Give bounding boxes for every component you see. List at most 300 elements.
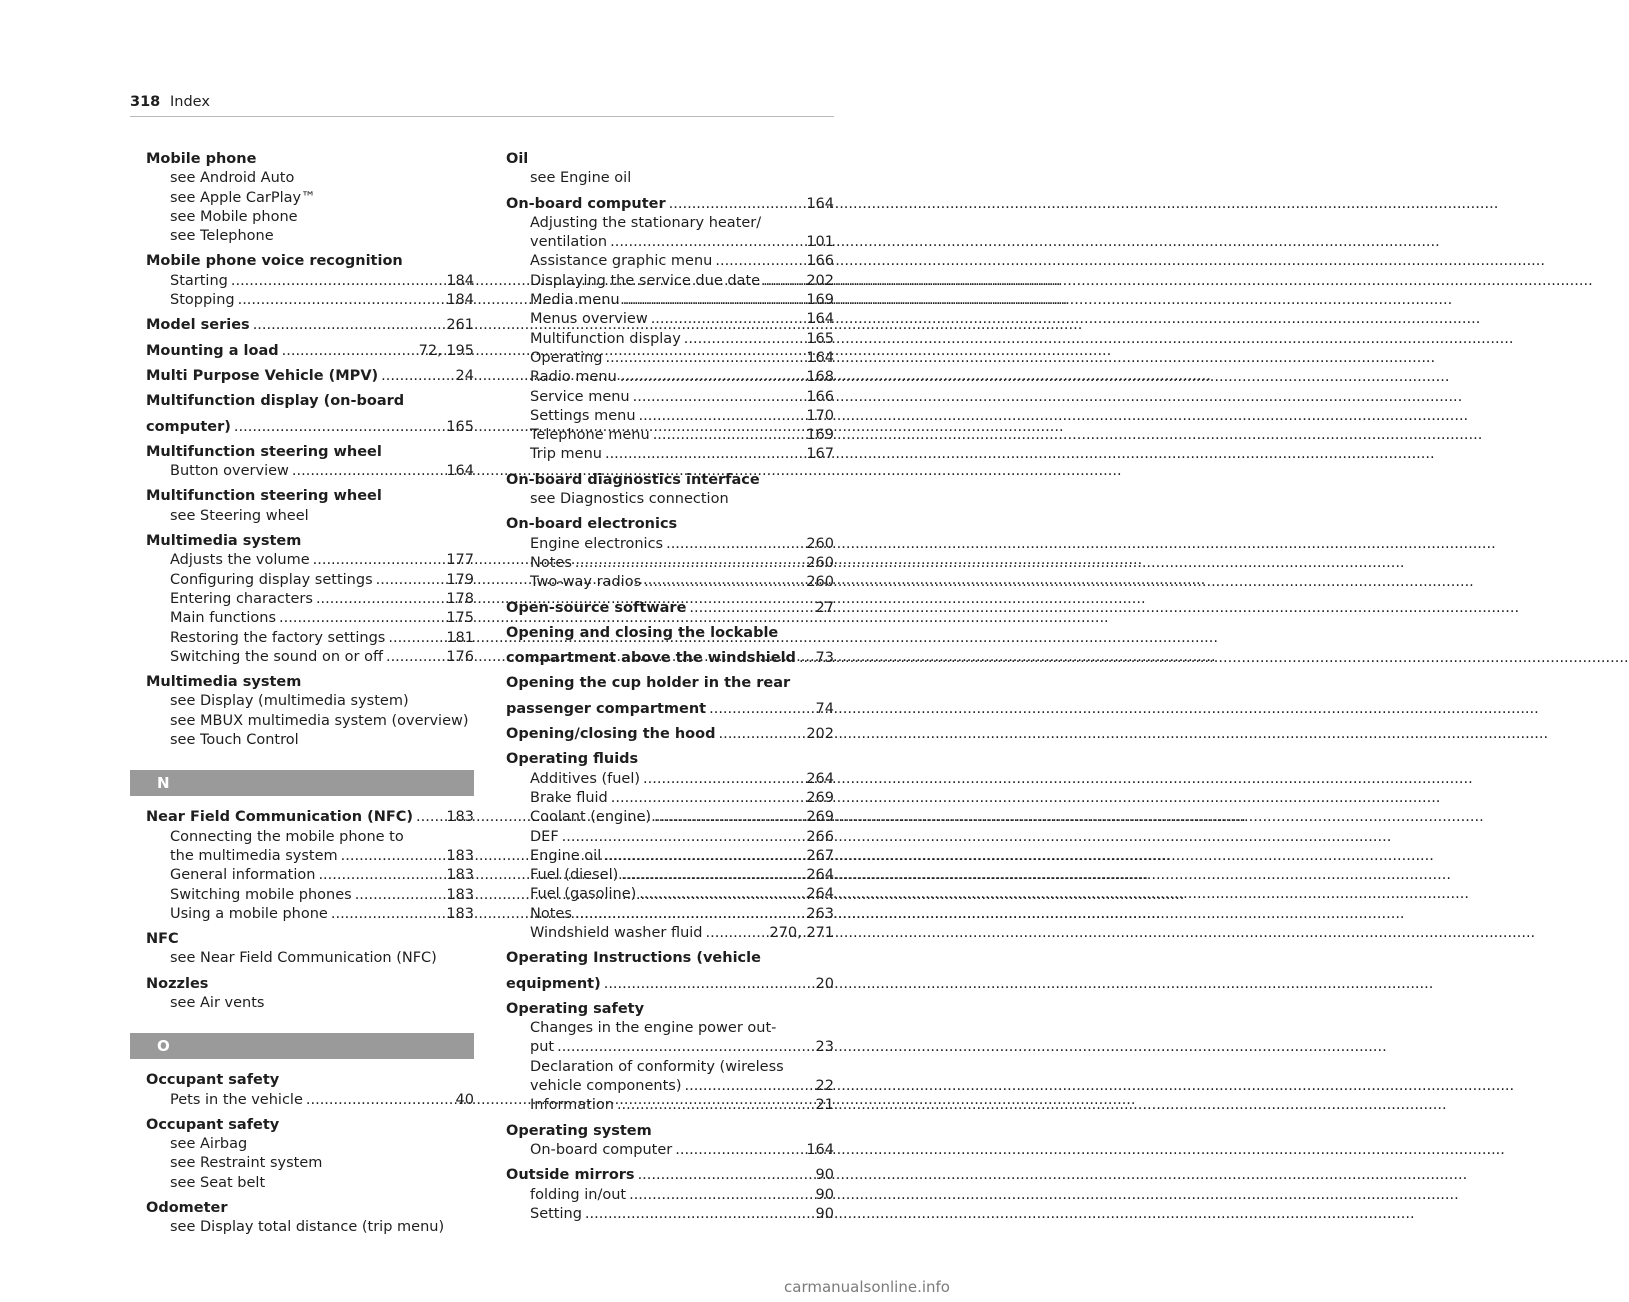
dot-leader [666,535,803,554]
page-reference[interactable]: 176 [446,648,474,665]
index-subentry-text: Information [530,1097,614,1114]
index-heading-text: Multifunction display (on-board [146,393,405,410]
page-reference[interactable]: 74 [815,700,834,717]
index-heading-text: Operating Instructions (vehicle [506,950,761,967]
index-heading [490,599,834,618]
index-subentry-text: Menus overview [530,311,648,328]
index-heading-text: compartment above the windshield [506,650,796,667]
dot-leader [292,462,443,481]
index-subentry-text: General information [170,867,316,884]
index-subentry [490,426,834,445]
index-heading-text: Oil [506,151,529,167]
page-reference[interactable]: 90 [815,1205,834,1222]
dot-leader [623,291,804,310]
dot-leader [341,847,444,866]
index-heading-text: Opening and closing the lockable [506,624,779,641]
page-reference[interactable]: 178 [446,590,474,607]
letter-heading-o: O [130,1033,474,1059]
index-subentry-text: see Air vents [170,994,265,1011]
dot-leader [331,905,443,924]
index-heading [490,750,834,769]
page-reference[interactable]: 168 [806,369,834,386]
index-entry [490,150,834,189]
page-reference[interactable]: 90 [815,1167,834,1184]
index-subentry-text: Connecting the mobile phone to [170,828,404,845]
index-subentry-text: see Display total distance (trip menu) [170,1219,445,1236]
page-header [130,94,834,117]
index-subentry-text: Notes [530,554,572,571]
index-subentry-text: see Display (multimedia system) [170,693,409,710]
index-heading [130,1116,474,1135]
page-reference[interactable]: 202 [806,272,834,289]
index-subentry [490,490,834,509]
dot-leader [684,330,804,349]
index-subentry [490,1186,834,1205]
index-subentry-text: see Telephone [170,228,274,245]
index-subentry-text: Stopping [170,292,235,309]
index-heading [130,673,474,692]
index-subentry-text: Displaying the service due date [530,272,761,289]
index-subentry [130,571,474,590]
index-subentry-text: Fuel (diesel) [530,867,619,884]
page-reference[interactable]: 169 [806,427,834,444]
index-subentry [490,330,834,349]
dot-leader [604,847,803,866]
dot-leader [388,629,443,648]
index-subentry-text: put [530,1039,555,1056]
index-subentry [490,388,834,407]
index-entry [490,1166,834,1224]
index-heading [130,930,474,949]
index-heading-text: passenger compartment [506,700,707,717]
index-subentry-text: Additives (fuel) [530,770,641,787]
page-reference[interactable]: 264 [806,770,834,787]
index-subentry [130,994,474,1013]
index-subentry [490,924,834,943]
index-group-o [130,1071,474,1237]
index-heading [490,975,834,994]
index-heading [490,515,834,534]
index-subentry [490,1096,834,1115]
page-reference[interactable]: 260 [806,574,834,591]
index-subentry [490,310,834,329]
dot-leader [306,1091,453,1110]
index-heading-text: Near Field Communication (NFC) [146,809,414,826]
page-reference[interactable]: 183 [446,867,474,884]
index-subentry [130,692,474,711]
page-reference[interactable]: 179 [446,571,474,588]
index-heading [130,487,474,506]
index-subentry-text: see Touch Control [170,732,299,749]
index-subentry-text: Settings menu [530,407,636,424]
page-reference[interactable]: 184 [446,272,474,289]
index-heading-text: Opening the cup holder in the rear [506,675,791,692]
dot-leader [718,725,803,744]
index-subentry [130,712,474,731]
index-subentry-text: Using a mobile phone [170,905,328,922]
letter-heading-n: N [130,770,474,796]
page-reference[interactable]: 170 [806,407,834,424]
index-subentry-text: Engine electronics [530,535,664,552]
index-subentry-text: Telephone menu [530,427,650,444]
page-reference[interactable]: 267 [806,847,834,864]
index-entry [130,487,474,526]
page-reference[interactable]: 270, 271 [769,924,834,941]
page-reference[interactable]: 40 [455,1091,474,1108]
index-heading [130,1199,474,1218]
index-heading-text: Occupant safety [146,1072,280,1089]
page-reference[interactable]: 164 [446,463,474,480]
index-entry [490,471,834,510]
dot-leader [575,554,803,573]
page-reference[interactable]: 164 [806,311,834,328]
page-reference[interactable]: 183 [446,905,474,922]
index-subentry-text: Multifunction display [530,330,681,347]
page-reference[interactable]: 72, 195 [418,342,474,359]
index-entry [130,930,474,969]
dot-leader [763,272,803,291]
index-subentry-text: Trip menu [530,446,602,463]
index-heading-text: equipment) [506,975,601,992]
dot-leader [638,1166,813,1185]
index-heading [130,418,474,437]
index-heading-text: Model series [146,317,250,334]
index-subentry [490,789,834,808]
section-title: Index [170,94,210,110]
index-subentry [490,445,834,464]
index-heading-text: On-board diagnostics interface [506,471,760,488]
index-entry [490,1000,834,1116]
index-subentry-text: Adjusting the stationary heater/ [530,214,762,231]
index-subentry [490,214,834,233]
page-reference[interactable]: 21 [815,1097,834,1114]
index-subentry [130,609,474,628]
index-heading-text: Nozzles [146,975,209,992]
index-heading-text: Mobile phone [146,151,257,167]
index-heading [490,700,834,719]
index-subentry [490,905,834,924]
index-heading [130,252,474,271]
index-subentry-text: Assistance graphic menu [530,253,713,270]
dot-leader [651,310,804,329]
index-subentry [130,886,474,905]
dot-leader [318,866,443,885]
index-subentry [130,590,474,609]
index-entry [490,599,834,618]
index-subentry [130,1174,474,1193]
index-heading-text: Outside mirrors [506,1167,635,1184]
index-heading-text: Occupant safety [146,1116,280,1133]
index-heading [130,392,474,411]
page-reference[interactable]: 166 [806,253,834,270]
index-heading [130,808,474,827]
page-reference[interactable]: 175 [446,610,474,627]
index-heading-text: Mounting a load [146,342,279,359]
index-subentry-text: see Engine oil [530,170,632,187]
page-reference[interactable]: 184 [446,292,474,309]
index-entry [130,367,474,386]
page-reference[interactable]: 24 [455,367,474,384]
index-subentry-text: Brake fluid [530,789,608,806]
dot-leader [376,571,444,590]
index-subentry-text: Fuel (gasoline) [530,886,637,903]
index-heading-text: Operating fluids [506,751,639,768]
index-heading [130,532,474,551]
dot-leader [654,808,803,827]
dot-leader [799,649,813,668]
index-subentry-text: see Restraint system [170,1155,323,1172]
watermark: carmanualsonline.info [784,1278,950,1296]
index-subentry [490,808,834,827]
index-heading-text: computer) [146,418,231,435]
page-reference[interactable]: 183 [446,809,474,826]
page-reference[interactable]: 183 [446,886,474,903]
dot-leader [644,573,803,592]
dot-leader [381,367,452,386]
index-subentry [490,1077,834,1096]
page-reference[interactable]: 181 [446,629,474,646]
index-subentry-text: folding in/out [530,1186,627,1203]
page-reference[interactable]: 164 [806,349,834,366]
index-subentry-text: see Mobile phone [170,208,298,225]
index-subentry [130,462,474,481]
page-number: 318 [130,94,161,110]
index-subentry-text: Switching the sound on or off [170,648,383,665]
page-reference[interactable]: 264 [806,867,834,884]
dot-leader [585,1205,813,1224]
index-subentry [490,1058,834,1077]
index-heading [490,195,834,214]
index-subentry-text: see MBUX multimedia system (overview) [170,712,469,729]
index-subentry [130,629,474,648]
index-subentry-text: see Android Auto [170,170,295,187]
index-entry [490,700,834,719]
dot-leader [617,1096,813,1115]
index-subentry-text: see Apple CarPlay™ [170,189,316,206]
index-subentry [490,770,834,789]
index-entry [490,975,834,994]
index-entry [130,418,474,437]
index-subentry [490,272,834,291]
dot-leader [386,648,443,667]
index-subentry [490,554,834,573]
index-entry [130,808,474,924]
index-entry [130,673,474,750]
index-heading-text: Operating system [506,1122,652,1139]
dot-leader [562,828,804,847]
index-subentry-text: see Seat belt [170,1174,266,1191]
index-subentry-text: Restoring the factory settings [170,629,386,646]
index-heading [130,443,474,462]
page-reference[interactable]: 183 [446,847,474,864]
dot-leader [643,770,803,789]
index-subentry [490,291,834,310]
index-subentry-text: Declaration of conformity (wireless [530,1058,784,1075]
index-subentry-text: Entering characters [170,590,313,607]
index-heading-text: NFC [146,931,179,948]
page-reference[interactable]: 165 [806,330,834,347]
index-subentry [490,885,834,904]
index-subentry [490,407,834,426]
index-subentry-text: Setting [530,1205,582,1222]
index-subentry [130,905,474,924]
index-subentry [130,507,474,526]
dot-leader [234,418,443,437]
page-reference[interactable]: 264 [806,886,834,903]
index-entry [130,150,474,246]
index-heading [490,150,834,169]
index-heading [490,674,834,693]
index-subentry [490,1141,834,1160]
index-heading [130,316,474,335]
index-subentry-text: On-board computer [530,1141,673,1158]
index-heading [490,471,834,490]
index-subentry [130,1218,474,1237]
index-subentry [130,551,474,570]
dot-leader [706,924,767,943]
page-reference[interactable]: 27 [815,599,834,616]
page-reference[interactable]: 202 [806,726,834,743]
index-heading [490,1166,834,1185]
page-reference[interactable]: 263 [806,905,834,922]
dot-leader [604,975,813,994]
index-subentry-text: see Near Field Communication (NFC) [170,950,437,967]
page-reference[interactable]: 23 [815,1039,834,1056]
dot-leader [675,1141,803,1160]
index-entry [130,443,474,482]
index-subentry-text: vehicle components) [530,1078,682,1095]
index-heading [490,1122,834,1141]
page-reference[interactable]: 269 [806,789,834,806]
index-subentry-text: ventilation [530,234,608,251]
index-subentry [130,169,474,188]
index-subentry-text: DEF [530,828,559,845]
page-reference[interactable]: 20 [815,975,834,992]
dot-leader [629,1186,812,1205]
index-entry [490,515,834,592]
dot-leader [416,808,443,827]
page-reference[interactable]: 101 [806,234,834,251]
page-reference[interactable]: 260 [806,535,834,552]
index-group-m [130,150,474,750]
dot-leader [611,789,804,808]
index-group-o-continued [490,150,834,1224]
page-reference[interactable]: 22 [815,1078,834,1095]
index-heading [130,150,474,169]
index-entry [130,342,474,361]
index-heading-text: Multimedia system [146,674,302,691]
dot-leader [575,905,803,924]
index-heading [490,624,834,643]
dot-leader [313,551,444,570]
index-heading-text: Mobile phone voice recognition [146,253,403,270]
index-heading [490,725,834,744]
page-reference[interactable]: 164 [806,1141,834,1158]
index-entry [490,750,834,943]
index-subentry-text: Pets in the vehicle [170,1091,303,1108]
dot-leader [279,609,443,628]
index-subentry [130,189,474,208]
index-subentry-text: Adjusts the volume [170,552,310,569]
dot-leader [231,272,443,291]
dot-leader [557,1038,812,1057]
index-subentry [490,828,834,847]
dot-leader [621,866,803,885]
page-reference[interactable]: 164 [806,195,834,212]
index-subentry [490,847,834,866]
dot-leader [238,291,444,310]
index-heading [490,649,834,668]
index-subentry [130,731,474,750]
page-reference[interactable]: 261 [446,317,474,334]
index-subentry-text: Starting [170,272,228,289]
index-subentry [130,949,474,968]
dot-leader [355,886,444,905]
index-subentry [130,866,474,885]
page-reference[interactable]: 177 [446,552,474,569]
page-reference[interactable]: 73 [815,650,834,667]
index-heading-text: On-board electronics [506,516,678,533]
page-reference[interactable]: 169 [806,292,834,309]
index-heading-text: Open-source software [506,599,687,616]
index-subentry [490,349,834,368]
index-subentry [130,828,474,847]
index-heading-text: Opening/closing the hood [506,726,716,743]
index-subentry [490,1205,834,1224]
index-subentry [130,272,474,291]
index-subentry-text: see Steering wheel [170,507,309,524]
dot-leader [653,426,804,445]
index-heading [130,1071,474,1090]
index-subentry [490,1019,834,1038]
index-subentry-text: Media menu [530,292,620,309]
index-subentry-text: Configuring display settings [170,571,373,588]
index-subentry-text: Windshield washer fluid [530,924,703,941]
index-heading-text: Operating safety [506,1000,645,1017]
index-subentry [130,847,474,866]
page-reference[interactable]: 266 [806,828,834,845]
page-reference[interactable]: 90 [815,1186,834,1203]
page-reference[interactable]: 167 [806,446,834,463]
index-entry [490,195,834,465]
index-subentry [490,1038,834,1057]
index-entry [490,949,834,968]
page-reference[interactable]: 260 [806,554,834,571]
index-subentry-text: Operating [530,349,603,366]
index-subentry [130,648,474,667]
index-subentry-text: Notes [530,905,572,922]
index-subentry-text: Two-way radios [530,574,642,591]
page-reference[interactable]: 166 [806,388,834,405]
index-group-n [130,808,474,1013]
index-entry [130,316,474,335]
index-subentry [130,1154,474,1173]
dot-leader [610,233,803,252]
page-reference[interactable]: 165 [446,418,474,435]
index-subentry-text: Radio menu [530,369,617,386]
dot-leader [639,885,803,904]
index-heading-text: Multifunction steering wheel [146,443,382,460]
index-subentry-text: the multimedia system [170,847,338,864]
index-subentry-text: Button overview [170,463,289,480]
index-entry [130,1116,474,1193]
index-subentry-text: Coolant (engine) [530,809,652,826]
index-subentry [130,291,474,310]
page-reference[interactable]: 269 [806,809,834,826]
dot-leader [282,342,416,361]
dot-leader [605,445,803,464]
index-entry [130,1199,474,1238]
